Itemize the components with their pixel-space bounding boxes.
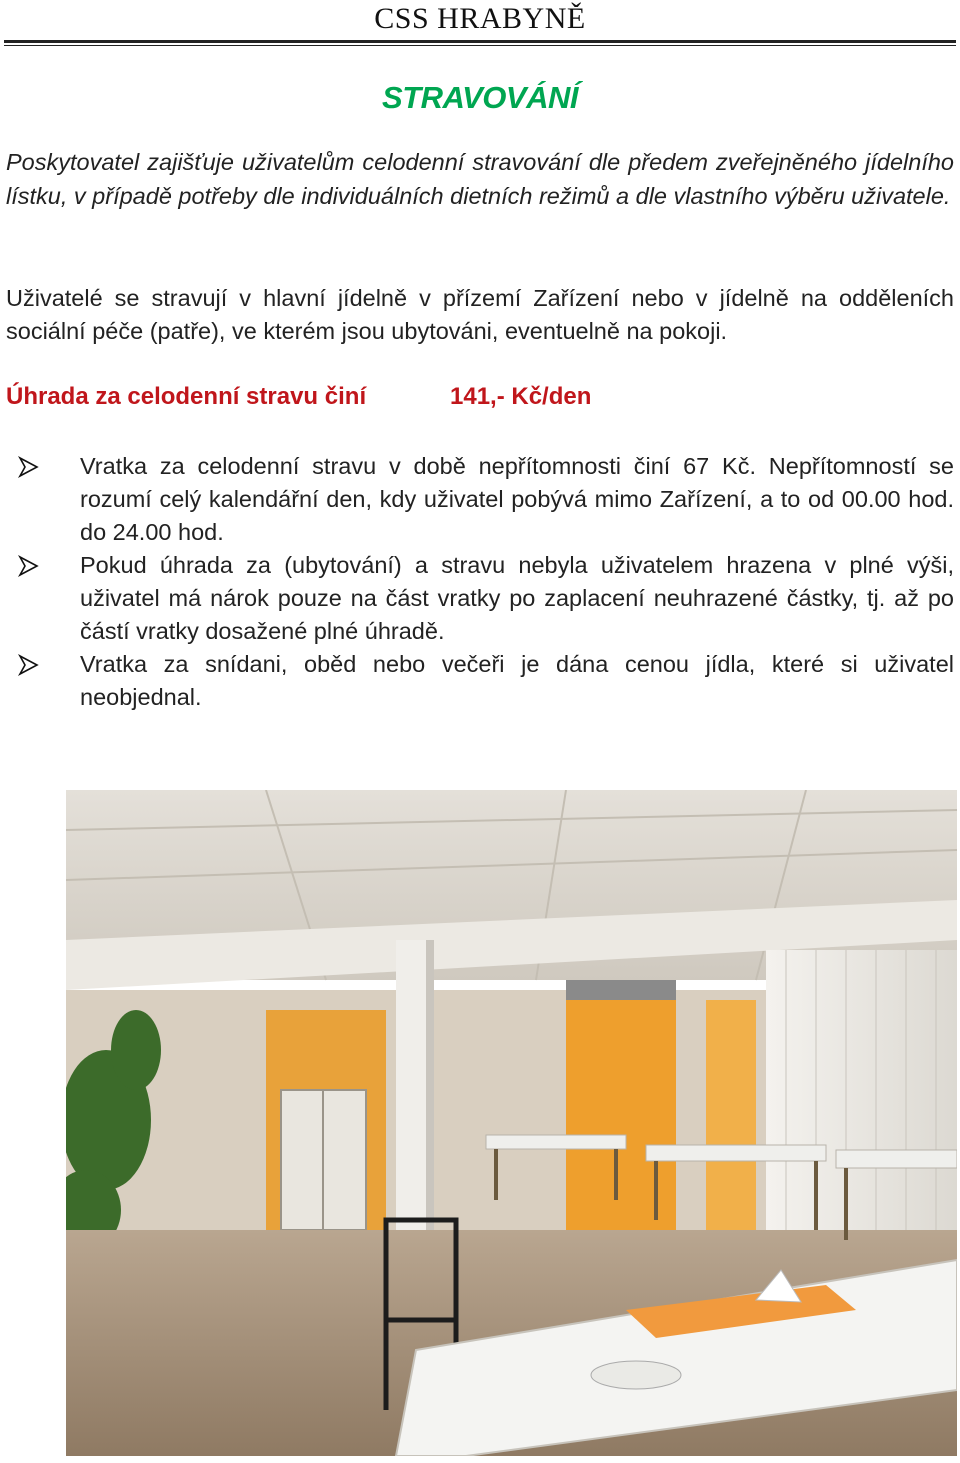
header-rule (4, 40, 956, 43)
dining-hall-illustration (66, 790, 957, 1456)
page-header-title: CSS HRABYNĚ (374, 2, 586, 35)
dining-paragraph: Uživatelé se stravují v hlavní jídelně v přízemí Zařízení nebo v jídelně na odděleních sociální péče (patře), ve kterém jsou ubytováni, eventuelně na pokoji. (6, 285, 954, 344)
section-title: STRAVOVÁNÍ (382, 80, 578, 115)
bullet-text: Vratka za celodenní stravu v době nepřítomnosti činí 67 Kč. Nepřítomností se rozumí celý kalendářní den, kdy uživatel pobývá mimo Zařízení, a to od 00.00 hod. do 24.00 hod. (80, 453, 954, 545)
list-item (6, 549, 954, 648)
arrowhead-bullet-icon (16, 455, 40, 479)
bullet-text: Vratka za snídani, oběd nebo večeři je dána cenou jídla, které si uživatel neobjednal. (80, 651, 954, 710)
header-rule-thin (4, 45, 956, 46)
price-label: Úhrada za celodenní stravu činí (6, 383, 367, 410)
list-item (6, 450, 954, 549)
refund-bullet-list (6, 450, 954, 714)
list-item (6, 648, 954, 714)
dining-hall-photo (66, 790, 957, 1456)
intro-paragraph: Poskytovatel zajišťuje uživatelům celodenní stravování dle předem zveřejněného jídelního lístku, v případě potřeby dle individuálních dietních režimů a dle vlastního výběru uživatele. (6, 149, 954, 209)
arrowhead-bullet-icon (16, 653, 40, 677)
bullet-text: Pokud úhrada za (ubytování) a stravu nebyla uživatelem hrazena v plné výši, uživatel má nárok pouze na část vratky po zaplacení neuhrazené částky, tj. až po částí vratky dosažené plné úhradě. (80, 552, 954, 644)
price-value: 141,- Kč/den (450, 383, 592, 410)
arrowhead-bullet-icon (16, 554, 40, 578)
